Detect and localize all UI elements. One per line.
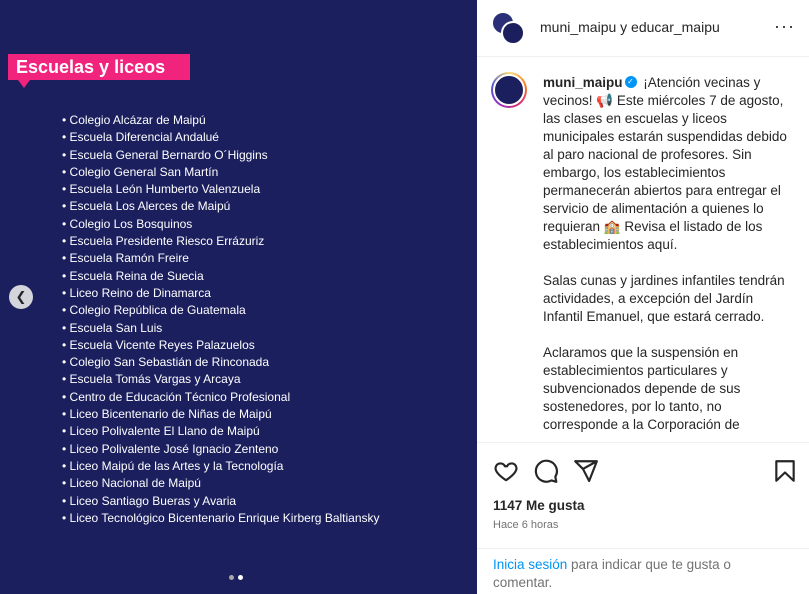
share-button[interactable]: [573, 458, 599, 484]
carousel-dot-active: [238, 575, 243, 580]
caption-section: [477, 58, 809, 443]
previous-slide-button[interactable]: [9, 285, 33, 309]
author-link[interactable]: educar_maipu: [631, 19, 720, 35]
school-list: [62, 112, 380, 527]
list-item: • Liceo Tecnológico Bicentenario Enrique Kirberg Baltiansky: [62, 510, 380, 527]
bookmark-icon: [772, 458, 798, 484]
list-item: • Liceo Nacional de Maipú: [62, 475, 380, 492]
post-header: [477, 0, 809, 57]
heart-icon: [493, 458, 519, 484]
list-item: • Liceo Maipú de las Artes y la Tecnología: [62, 458, 380, 475]
image-title: Escuelas y liceos: [8, 54, 190, 80]
list-item: • Escuela Diferencial Andalué: [62, 129, 380, 146]
action-bar: [477, 444, 809, 494]
caption-paragraph: muni_maipu ✓ ¡Atención vecinas y vecinos! 📢 Este miércoles 7 de agosto, las clases en escuelas y liceos municipales estarán suspendidas debido al paro nacional de profesores. Sin embargo, los establecimientos permanecerán abiertos para entregar el servicio de alimentación a quienes lo requieran 🏫 Revisa el listado de los establecimientos aquí.: [543, 75, 787, 252]
caption-username[interactable]: muni_maipu: [543, 75, 623, 90]
list-item: • Centro de Educación Técnico Profesional: [62, 389, 380, 406]
list-item: • Escuela Ramón Freire: [62, 250, 380, 267]
author-connector: y: [620, 19, 628, 35]
list-item: • Escuela Presidente Riesco Errázuriz: [62, 233, 380, 250]
list-item: • Colegio República de Guatemala: [62, 302, 380, 319]
more-horizontal-icon: ···: [774, 16, 795, 36]
list-item: • Colegio San Sebastián de Rinconada: [62, 354, 380, 371]
save-button[interactable]: [772, 458, 798, 484]
like-button[interactable]: [493, 458, 519, 484]
list-item: • Escuela Reina de Suecia: [62, 268, 380, 285]
login-prompt: [477, 548, 809, 594]
carousel-dot: [229, 575, 234, 580]
list-item: • Liceo Polivalente José Ignacio Zenteno: [62, 441, 380, 458]
comment-button[interactable]: [533, 458, 559, 484]
caption-text: [543, 74, 793, 443]
list-item: • Colegio Alcázar de Maipú: [62, 112, 380, 129]
list-item: • Colegio Los Bosquinos: [62, 216, 380, 233]
login-prompt-text: para indicar que te gusta o comentar.: [493, 557, 731, 590]
avatar: [501, 21, 525, 45]
login-link[interactable]: Inicia sesión: [493, 557, 568, 572]
like-count[interactable]: 1147 Me gusta: [493, 498, 585, 513]
collab-avatars[interactable]: [491, 11, 527, 47]
caption-paragraph: Salas cunas y jardines infantiles tendrán actividades, a excepción del Jardín Infantil Emanuel, que estará cerrado.: [543, 273, 785, 324]
avatar[interactable]: [491, 72, 527, 108]
list-item: • Liceo Santiago Bueras y Avaria: [62, 493, 380, 510]
list-item: • Escuela Tomás Vargas y Arcaya: [62, 371, 380, 388]
verified-badge-icon: ✓: [625, 76, 637, 88]
list-item: • Escuela Vicente Reyes Palazuelos: [62, 337, 380, 354]
more-options-button[interactable]: [774, 16, 795, 37]
post-sidebar: [477, 0, 809, 594]
list-item: • Escuela Los Alerces de Maipú: [62, 198, 380, 215]
list-item: • Colegio General San Martín: [62, 164, 380, 181]
list-item: • Escuela León Humberto Valenzuela: [62, 181, 380, 198]
list-item: • Escuela San Luis: [62, 320, 380, 337]
caption-paragraph: Aclaramos que la suspensión en establecimientos particulares y subvencionados depende de sus sostenedores, por lo tanto, no corresponde a la Corporación de: [543, 345, 741, 432]
list-item: • Liceo Reino de Dinamarca: [62, 285, 380, 302]
list-item: • Escuela General Bernardo O´Higgins: [62, 147, 380, 164]
list-item: • Liceo Polivalente El Llano de Maipú: [62, 423, 380, 440]
list-item: • Liceo Bicentenario de Niñas de Maipú: [62, 406, 380, 423]
send-icon: [573, 458, 599, 484]
carousel-indicator: [229, 575, 243, 580]
author-link[interactable]: muni_maipu: [540, 19, 617, 35]
post-timestamp[interactable]: Hace 6 horas: [493, 519, 559, 531]
post-authors: [540, 19, 720, 35]
chevron-left-icon: ❮: [15, 289, 27, 304]
comment-icon: [533, 458, 559, 484]
